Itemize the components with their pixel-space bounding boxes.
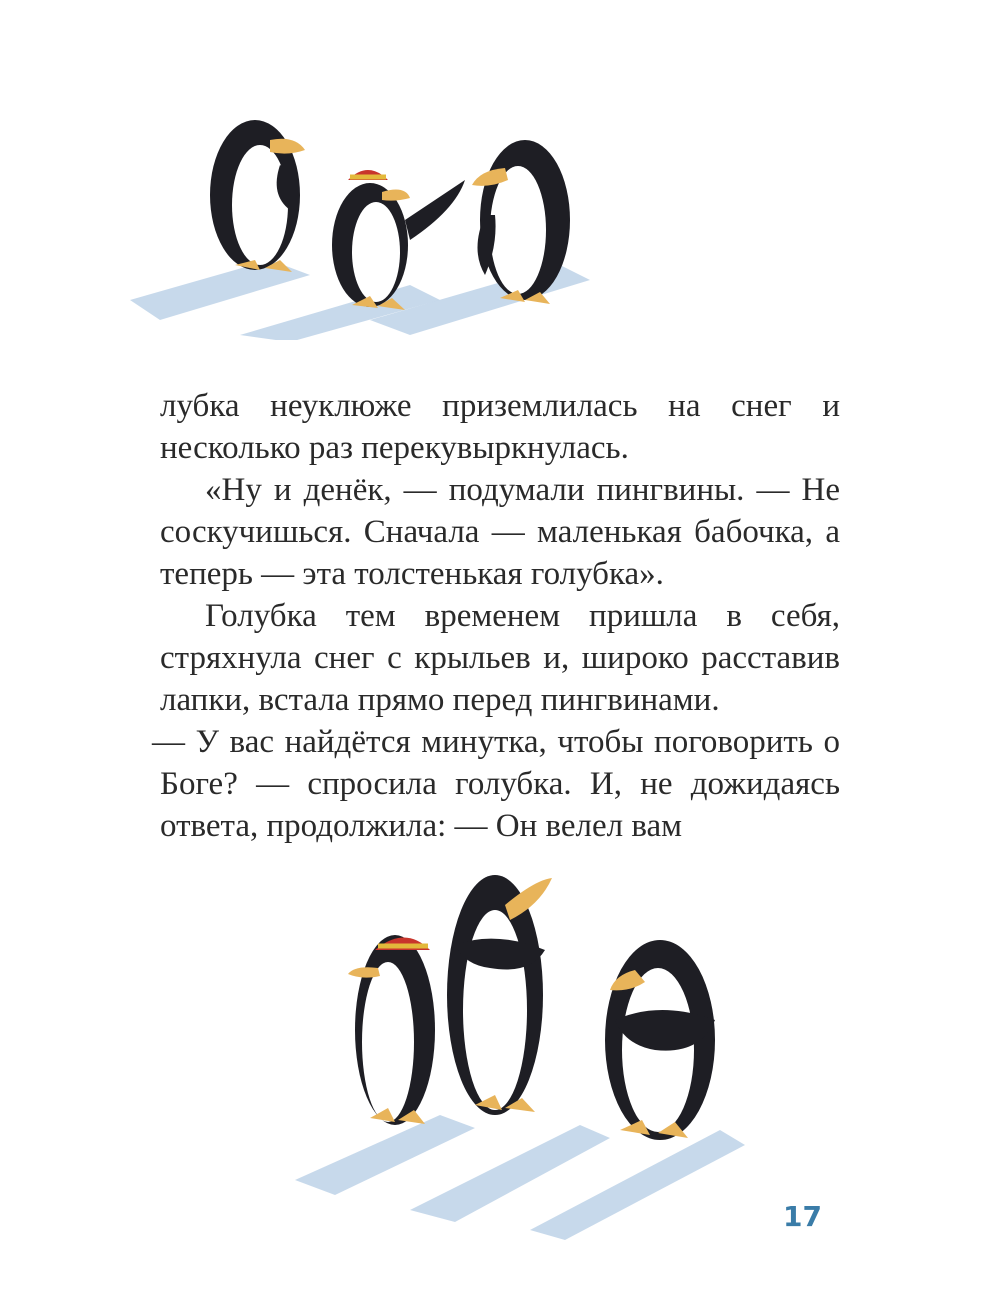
paragraph-2: «Ну и денёк, — подумали пингвины. — Не соскучишься. Сначала — маленькая бабочка, а теперь — эта толстенькая голубка».	[160, 472, 840, 592]
three-penguins-talking-illustration	[120, 80, 640, 340]
penguin-with-hat-bottom	[348, 935, 435, 1125]
page-number: 17	[783, 1200, 822, 1233]
penguin-tall	[447, 875, 552, 1115]
story-text	[152, 385, 840, 847]
penguin-left	[210, 120, 305, 272]
paragraph-3: Голубка тем временем пришла в себя, стряхнула снег с крыльев и, широко расставив лапки, встала прямо перед пингвинами.	[160, 598, 840, 718]
three-penguins-standing-illustration	[290, 850, 750, 1240]
paragraph-4: — У вас найдётся минутка, чтобы поговорить о Боге? — спросила голубка. И, не дожидаясь ответа, продолжила: — Он велел вам	[152, 724, 840, 844]
paragraph-1: лубка неуклюже приземлилась на снег и несколько раз перекувыркнулась.	[160, 388, 840, 466]
penguin-arms-crossed	[605, 940, 715, 1140]
